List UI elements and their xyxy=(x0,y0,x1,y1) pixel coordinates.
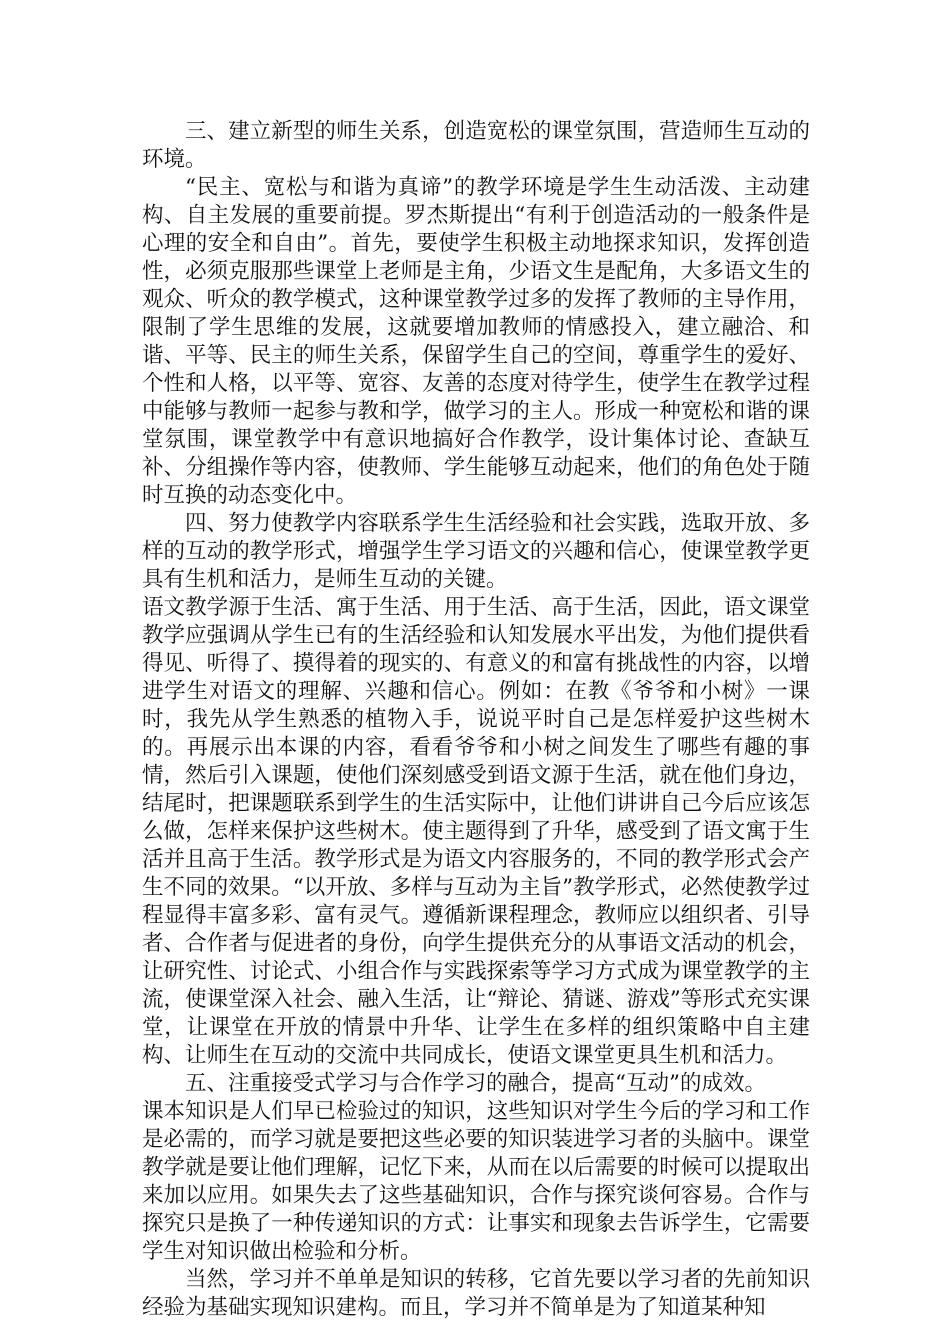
body-paragraph: “民主、宽松与和谐为真谛”的教学环境是学生生动活泼、主动建构、自主发展的重要前提。罗杰斯提出“有利于创造活动的一般条件是心理的安全和自由”。首先，要使学生积极主动地探求知识，发挥创造性，必须克服那些课堂上老师是主角，少语文生是配角，大多语文生的观众、听众的教学模式，这种课堂教学过多的发挥了教师的主导作用，限制了学生思维的发展，这就要增加教师的情感投入，建立融洽、和谐、平等、民主的师生关系，保留学生自己的空间，尊重学生的爱好、个性和人格，以平等、宽容、友善的态度对待学生，使学生在教学过程中能够与教师一起参与教和学，做学习的主人。形成一种宽松和谐的课堂氛围，课堂教学中有意识地搞好合作教学，设计集体讨论、查缺互补、分组操作等内容，使教师、学生能够互动起来，他们的角色处于随时互换的动态变化中。 xyxy=(142,175,810,508)
document-page xyxy=(142,118,810,1322)
body-paragraph: 语文教学源于生活、寓于生活、用于生活、高于生活，因此，语文课堂教学应强调从学生已有的生活经验和认知发展水平出发，为他们提供看得见、听得了、摸得着的现实的、有意义的和富有挑战性的内容，以增进学生对语文的理解、兴趣和信心。例如：在教《爷爷和小树》一课时，我先从学生熟悉的植物入手，说说平时自己是怎样爱护这些树木的。再展示出本课的内容，看看爷爷和小树之间发生了哪些有趣的事情，然后引入课题，使他们深刻感受到语文源于生活，就在他们身边，结尾时，把课题联系到学生的生活实际中，让他们讲讲自己今后应该怎么做，怎样来保护这些树木。使主题得到了升华，感受到了语文寓于生活并且高于生活。教学形式是为语文内容服务的，不同的教学形式会产生不同的效果。“以开放、多样与互动为主旨”教学形式，必然使教学过程显得丰富多彩、富有灵气。遵循新课程理念，教师应以组织者、引导者、合作者与促进者的身份，向学生提供充分的从事语文活动的机会，让研究性、讨论式、小组合作与实践探索等学习方式成为课堂教学的主流，使课堂深入社会、融入生活，让“辩论、猜谜、游戏”等形式充实课堂，让课堂在开放的情景中升华、让学生在多样的组织策略中自主建构、让师生在互动的交流中共同成长，使语文课堂更具生机和活力。 xyxy=(142,595,810,1068)
body-paragraph: 当然，学习并不单单是知识的转移，它首先要以学习者的先前知识经验为基础实现知识建构。而且，学习并不简单是为了知道某种知 xyxy=(142,1267,810,1320)
section-heading-five: 五、注重接受式学习与合作学习的融合，提高“互动”的成效。 xyxy=(185,1071,766,1096)
section-heading-four: 四、努力使教学内容联系学生生活经验和社会实践，选取开放、多样的互动的教学形式，增强学生学习语文的兴趣和信心，使课堂教学更具有生机和活力，是师生互动的关键。 xyxy=(142,511,810,592)
body-paragraph: 课本知识是人们早已检验过的知识，这些知识对学生今后的学习和工作是必需的，而学习就是要把这些必要的知识装进学习者的头脑中。课堂教学就是要让他们理解，记忆下来，从而在以后需要的时候可以提取出来加以应用。如果失去了这些基础知识，合作与探究谈何容易。合作与探究只是换了一种传递知识的方式：让事实和现象去告诉学生，它需要学生对知识做出检验和分析。 xyxy=(142,1099,810,1264)
section-heading-three: 三、建立新型的师生关系，创造宽松的课堂氛围，营造师生互动的环境。 xyxy=(142,119,810,172)
